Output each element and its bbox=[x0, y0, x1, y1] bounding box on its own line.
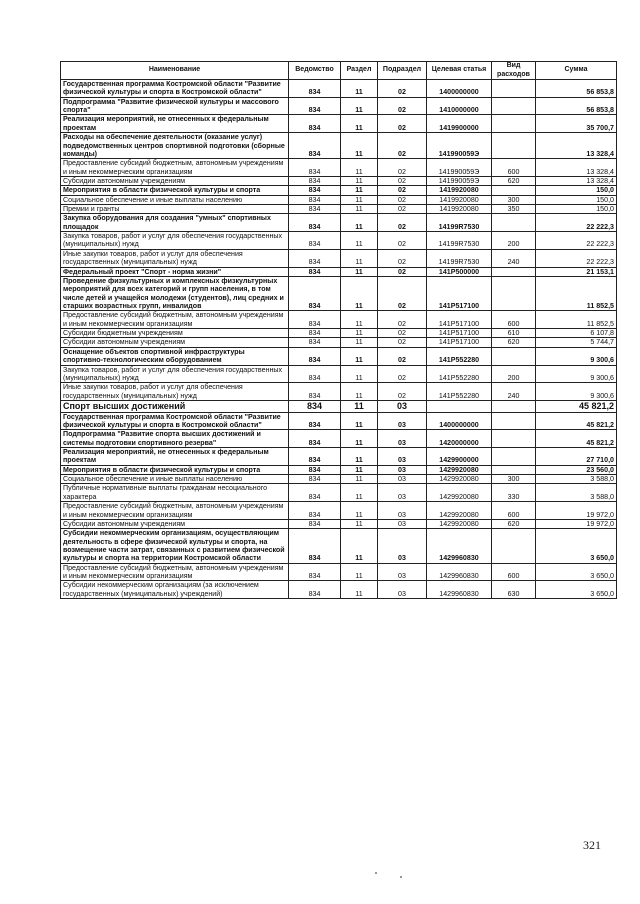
cell-razdel: 11 bbox=[341, 347, 378, 365]
cell-name: Иные закупки товаров, работ и услуг для обеспечения государственных (муниципальных) нужд bbox=[61, 383, 289, 401]
cell-vedomstvo: 834 bbox=[289, 195, 341, 204]
table-row bbox=[61, 475, 617, 484]
cell-razdel: 11 bbox=[341, 329, 378, 338]
cell-name: Социальное обеспечение и иные выплаты населению bbox=[61, 475, 289, 484]
cell-name: Закупка товаров, работ и услуг для обеспечения государственных (муниципальных) нужд bbox=[61, 365, 289, 383]
cell-razdel: 11 bbox=[341, 80, 378, 98]
scan-speck bbox=[400, 876, 402, 878]
table-row bbox=[61, 400, 617, 412]
cell-podrazdel: 02 bbox=[378, 383, 427, 401]
table-row bbox=[61, 311, 617, 329]
cell-vid: 200 bbox=[492, 365, 536, 383]
cell-vid bbox=[492, 276, 536, 310]
cell-target: 1429960830 bbox=[427, 563, 492, 581]
cell-vid: 300 bbox=[492, 475, 536, 484]
cell-vedomstvo: 834 bbox=[289, 329, 341, 338]
cell-name: Закупка оборудования для создания "умных" спортивных площадок bbox=[61, 214, 289, 232]
table-row bbox=[61, 412, 617, 430]
cell-podrazdel: 02 bbox=[378, 186, 427, 195]
cell-name: Государственная программа Костромской области "Развитие физической культуры и спорта в Костромской области" bbox=[61, 80, 289, 98]
cell-sum: 150,0 bbox=[536, 205, 617, 214]
cell-sum: 3 650,0 bbox=[536, 529, 617, 563]
table-row bbox=[61, 115, 617, 133]
cell-razdel: 11 bbox=[341, 563, 378, 581]
header-razdel: Раздел bbox=[341, 62, 378, 80]
cell-vid: 200 bbox=[492, 232, 536, 250]
cell-sum: 22 222,3 bbox=[536, 249, 617, 267]
cell-vedomstvo: 834 bbox=[289, 519, 341, 528]
cell-podrazdel: 03 bbox=[378, 519, 427, 528]
cell-target: 14199R7530 bbox=[427, 214, 492, 232]
cell-vedomstvo: 834 bbox=[289, 115, 341, 133]
cell-vid bbox=[492, 97, 536, 115]
cell-vid bbox=[492, 400, 536, 412]
cell-vedomstvo: 834 bbox=[289, 400, 341, 412]
cell-razdel: 11 bbox=[341, 412, 378, 430]
cell-podrazdel: 02 bbox=[378, 115, 427, 133]
header-sum: Сумма bbox=[536, 62, 617, 80]
cell-sum: 9 300,6 bbox=[536, 365, 617, 383]
cell-sum: 56 853,8 bbox=[536, 80, 617, 98]
table-row bbox=[61, 267, 617, 276]
cell-razdel: 11 bbox=[341, 430, 378, 448]
header-podrazdel: Подраздел bbox=[378, 62, 427, 80]
cell-sum: 21 153,1 bbox=[536, 267, 617, 276]
cell-vedomstvo: 834 bbox=[289, 338, 341, 347]
cell-sum: 11 852,5 bbox=[536, 276, 617, 310]
cell-target: 14199R7530 bbox=[427, 232, 492, 250]
cell-podrazdel: 02 bbox=[378, 133, 427, 159]
cell-sum: 45 821,2 bbox=[536, 400, 617, 412]
cell-name: Закупка товаров, работ и услуг для обеспечения государственных (муниципальных) нужд bbox=[61, 232, 289, 250]
cell-podrazdel: 03 bbox=[378, 400, 427, 412]
cell-vedomstvo: 834 bbox=[289, 232, 341, 250]
table-row bbox=[61, 176, 617, 185]
cell-podrazdel: 03 bbox=[378, 412, 427, 430]
cell-sum: 45 821,2 bbox=[536, 412, 617, 430]
cell-vid: 350 bbox=[492, 205, 536, 214]
cell-sum: 22 222,3 bbox=[536, 232, 617, 250]
cell-podrazdel: 02 bbox=[378, 347, 427, 365]
cell-target: 1419900000 bbox=[427, 115, 492, 133]
table-row bbox=[61, 519, 617, 528]
table-row bbox=[61, 338, 617, 347]
table-row bbox=[61, 447, 617, 465]
scan-speck bbox=[375, 872, 377, 874]
cell-vedomstvo: 834 bbox=[289, 529, 341, 563]
cell-vedomstvo: 834 bbox=[289, 80, 341, 98]
cell-razdel: 11 bbox=[341, 581, 378, 599]
cell-podrazdel: 03 bbox=[378, 484, 427, 502]
cell-podrazdel: 02 bbox=[378, 267, 427, 276]
cell-sum: 3 650,0 bbox=[536, 563, 617, 581]
cell-target: 1400000000 bbox=[427, 412, 492, 430]
cell-vedomstvo: 834 bbox=[289, 502, 341, 520]
cell-razdel: 11 bbox=[341, 447, 378, 465]
table-row bbox=[61, 232, 617, 250]
cell-vedomstvo: 834 bbox=[289, 205, 341, 214]
cell-vid bbox=[492, 115, 536, 133]
cell-vedomstvo: 834 bbox=[289, 97, 341, 115]
cell-name: Мероприятия в области физической культуры и спорта bbox=[61, 465, 289, 474]
cell-vedomstvo: 834 bbox=[289, 311, 341, 329]
cell-vid bbox=[492, 80, 536, 98]
cell-vid: 240 bbox=[492, 383, 536, 401]
cell-vid bbox=[492, 430, 536, 448]
cell-sum: 6 107,8 bbox=[536, 329, 617, 338]
cell-name: Субсидии автономным учреждениям bbox=[61, 176, 289, 185]
table-row bbox=[61, 484, 617, 502]
cell-vedomstvo: 834 bbox=[289, 484, 341, 502]
cell-vid: 620 bbox=[492, 338, 536, 347]
cell-target: 1400000000 bbox=[427, 80, 492, 98]
cell-name: Подпрограмма "Развитие спорта высших достижений и системы подготовки спортивного резерва" bbox=[61, 430, 289, 448]
page-number: 321 bbox=[583, 838, 601, 852]
cell-razdel: 11 bbox=[341, 465, 378, 474]
cell-vid: 300 bbox=[492, 195, 536, 204]
cell-podrazdel: 02 bbox=[378, 232, 427, 250]
cell-vid: 610 bbox=[492, 329, 536, 338]
cell-razdel: 11 bbox=[341, 115, 378, 133]
cell-vedomstvo: 834 bbox=[289, 276, 341, 310]
cell-target: 1429920080 bbox=[427, 519, 492, 528]
table-body bbox=[61, 80, 617, 599]
cell-target: 141P552280 bbox=[427, 365, 492, 383]
cell-sum: 45 821,2 bbox=[536, 430, 617, 448]
table-row bbox=[61, 214, 617, 232]
cell-target: 1429960830 bbox=[427, 581, 492, 599]
cell-podrazdel: 02 bbox=[378, 195, 427, 204]
table-row bbox=[61, 529, 617, 563]
cell-sum: 13 328,4 bbox=[536, 133, 617, 159]
table-row bbox=[61, 465, 617, 474]
cell-razdel: 11 bbox=[341, 232, 378, 250]
cell-target: 141P500000 bbox=[427, 267, 492, 276]
cell-vedomstvo: 834 bbox=[289, 475, 341, 484]
cell-vedomstvo: 834 bbox=[289, 347, 341, 365]
table-row bbox=[61, 581, 617, 599]
cell-podrazdel: 02 bbox=[378, 80, 427, 98]
cell-razdel: 11 bbox=[341, 205, 378, 214]
cell-target: 1419920080 bbox=[427, 205, 492, 214]
cell-sum: 5 744,7 bbox=[536, 338, 617, 347]
cell-target: 1429960830 bbox=[427, 529, 492, 563]
table-row bbox=[61, 97, 617, 115]
table-row bbox=[61, 249, 617, 267]
cell-vedomstvo: 834 bbox=[289, 176, 341, 185]
cell-podrazdel: 02 bbox=[378, 176, 427, 185]
cell-podrazdel: 02 bbox=[378, 276, 427, 310]
cell-vid: 600 bbox=[492, 502, 536, 520]
cell-vedomstvo: 834 bbox=[289, 159, 341, 177]
cell-razdel: 11 bbox=[341, 267, 378, 276]
cell-vid bbox=[492, 412, 536, 430]
cell-sum: 3 588,0 bbox=[536, 484, 617, 502]
cell-name: Оснащение объектов спортивной инфраструктуры спортивно-технологическим оборудованием bbox=[61, 347, 289, 365]
cell-razdel: 11 bbox=[341, 249, 378, 267]
cell-name: Реализация мероприятий, не отнесенных к федеральным проектам bbox=[61, 447, 289, 465]
cell-vid: 630 bbox=[492, 581, 536, 599]
cell-razdel: 11 bbox=[341, 311, 378, 329]
cell-vedomstvo: 834 bbox=[289, 412, 341, 430]
table-row bbox=[61, 347, 617, 365]
cell-vedomstvo: 834 bbox=[289, 465, 341, 474]
cell-target: 1410000000 bbox=[427, 97, 492, 115]
cell-sum: 9 300,6 bbox=[536, 383, 617, 401]
cell-target: 141P517100 bbox=[427, 311, 492, 329]
cell-sum: 3 588,0 bbox=[536, 475, 617, 484]
cell-target: 141P552280 bbox=[427, 347, 492, 365]
cell-vid: 600 bbox=[492, 159, 536, 177]
cell-vid bbox=[492, 267, 536, 276]
cell-name: Субсидии автономным учреждениям bbox=[61, 338, 289, 347]
cell-razdel: 11 bbox=[341, 97, 378, 115]
cell-name: Публичные нормативные выплаты гражданам несоциального характера bbox=[61, 484, 289, 502]
cell-podrazdel: 03 bbox=[378, 430, 427, 448]
cell-razdel: 11 bbox=[341, 195, 378, 204]
cell-razdel: 11 bbox=[341, 383, 378, 401]
cell-podrazdel: 02 bbox=[378, 249, 427, 267]
cell-sum: 22 222,3 bbox=[536, 214, 617, 232]
cell-sum: 19 972,0 bbox=[536, 519, 617, 528]
cell-podrazdel: 02 bbox=[378, 338, 427, 347]
cell-target bbox=[427, 400, 492, 412]
cell-sum: 9 300,6 bbox=[536, 347, 617, 365]
cell-sum: 19 972,0 bbox=[536, 502, 617, 520]
cell-vedomstvo: 834 bbox=[289, 249, 341, 267]
cell-razdel: 11 bbox=[341, 400, 378, 412]
cell-razdel: 11 bbox=[341, 214, 378, 232]
cell-target: 141P552280 bbox=[427, 383, 492, 401]
cell-vedomstvo: 834 bbox=[289, 430, 341, 448]
cell-name: Предоставление субсидий бюджетным, автономным учреждениям и иным некоммерческим организациям bbox=[61, 502, 289, 520]
cell-sum: 35 700,7 bbox=[536, 115, 617, 133]
cell-vid bbox=[492, 186, 536, 195]
cell-razdel: 11 bbox=[341, 484, 378, 502]
cell-name: Субсидии некоммерческим организациям (за исключением государственных (муниципальных) учреждений) bbox=[61, 581, 289, 599]
cell-sum: 13 328,4 bbox=[536, 176, 617, 185]
header-vedomstvo: Ведомство bbox=[289, 62, 341, 80]
cell-sum: 27 710,0 bbox=[536, 447, 617, 465]
cell-sum: 150,0 bbox=[536, 195, 617, 204]
table-row bbox=[61, 186, 617, 195]
table-row bbox=[61, 563, 617, 581]
cell-razdel: 11 bbox=[341, 475, 378, 484]
cell-name: Предоставление субсидий бюджетным, автономным учреждениям и иным некоммерческим организациям bbox=[61, 563, 289, 581]
cell-name: Подпрограмма "Развитие физической культуры и массового спорта" bbox=[61, 97, 289, 115]
header-name: Наименование bbox=[61, 62, 289, 80]
document-page bbox=[60, 61, 616, 599]
cell-podrazdel: 03 bbox=[378, 581, 427, 599]
cell-target: 1420000000 bbox=[427, 430, 492, 448]
header-target: Целевая статья bbox=[427, 62, 492, 80]
cell-podrazdel: 02 bbox=[378, 214, 427, 232]
table-row bbox=[61, 159, 617, 177]
cell-name: Реализация мероприятий, не отнесенных к федеральным проектам bbox=[61, 115, 289, 133]
header-vid: Вид расходов bbox=[492, 62, 536, 80]
cell-name: Премии и гранты bbox=[61, 205, 289, 214]
cell-razdel: 11 bbox=[341, 186, 378, 195]
table-row bbox=[61, 365, 617, 383]
cell-vid bbox=[492, 529, 536, 563]
cell-vid bbox=[492, 214, 536, 232]
cell-razdel: 11 bbox=[341, 133, 378, 159]
cell-name: Спорт высших достижений bbox=[61, 400, 289, 412]
cell-vedomstvo: 834 bbox=[289, 267, 341, 276]
cell-razdel: 11 bbox=[341, 276, 378, 310]
table-row bbox=[61, 329, 617, 338]
table-header-row bbox=[61, 62, 617, 80]
cell-razdel: 11 bbox=[341, 519, 378, 528]
cell-name: Предоставление субсидий бюджетным, автономным учреждениям и иным некоммерческим организациям bbox=[61, 159, 289, 177]
cell-razdel: 11 bbox=[341, 365, 378, 383]
cell-target: 141990059Э bbox=[427, 176, 492, 185]
cell-podrazdel: 02 bbox=[378, 329, 427, 338]
cell-target: 1429920080 bbox=[427, 475, 492, 484]
cell-razdel: 11 bbox=[341, 159, 378, 177]
table-row bbox=[61, 502, 617, 520]
cell-target: 1429920080 bbox=[427, 502, 492, 520]
cell-vedomstvo: 834 bbox=[289, 365, 341, 383]
table-row bbox=[61, 430, 617, 448]
table-row bbox=[61, 383, 617, 401]
cell-name: Государственная программа Костромской области "Развитие физической культуры и спорта в Костромской области" bbox=[61, 412, 289, 430]
cell-podrazdel: 03 bbox=[378, 465, 427, 474]
cell-vid: 240 bbox=[492, 249, 536, 267]
cell-podrazdel: 03 bbox=[378, 563, 427, 581]
cell-target: 141P517100 bbox=[427, 276, 492, 310]
cell-target: 141990059Э bbox=[427, 133, 492, 159]
table-row bbox=[61, 205, 617, 214]
cell-vid: 600 bbox=[492, 563, 536, 581]
table-row bbox=[61, 276, 617, 310]
cell-name: Субсидии бюджетным учреждениям bbox=[61, 329, 289, 338]
cell-name: Иные закупки товаров, работ и услуг для обеспечения государственных (муниципальных) нужд bbox=[61, 249, 289, 267]
cell-vid bbox=[492, 465, 536, 474]
cell-sum: 3 650,0 bbox=[536, 581, 617, 599]
cell-razdel: 11 bbox=[341, 176, 378, 185]
cell-vid: 600 bbox=[492, 311, 536, 329]
cell-podrazdel: 03 bbox=[378, 475, 427, 484]
cell-name: Расходы на обеспечение деятельности (оказание услуг) подведомственных центров спортивной подготовки (сборные команды) bbox=[61, 133, 289, 159]
cell-sum: 150,0 bbox=[536, 186, 617, 195]
cell-razdel: 11 bbox=[341, 529, 378, 563]
cell-target: 141P517100 bbox=[427, 338, 492, 347]
cell-target: 141P517100 bbox=[427, 329, 492, 338]
cell-name: Проведение физкультурных и комплексных физкультурных мероприятий для всех категорий и групп населения, в том числе детей и учащейся молодежи (студентов), лиц средних и старших возрастных групп, инвалидов bbox=[61, 276, 289, 310]
cell-podrazdel: 03 bbox=[378, 529, 427, 563]
cell-name: Субсидии некоммерческим организациям, осуществляющим деятельность в сфере физической культуры и спорта, на возмещение части затрат, связанных с развитием физической культуры и спорта на территории Костромской области bbox=[61, 529, 289, 563]
cell-vid bbox=[492, 347, 536, 365]
cell-razdel: 11 bbox=[341, 502, 378, 520]
cell-target: 1419920080 bbox=[427, 195, 492, 204]
cell-vid: 620 bbox=[492, 519, 536, 528]
cell-target: 14199R7530 bbox=[427, 249, 492, 267]
cell-vid: 620 bbox=[492, 176, 536, 185]
table-row bbox=[61, 195, 617, 204]
cell-razdel: 11 bbox=[341, 338, 378, 347]
cell-sum: 13 328,4 bbox=[536, 159, 617, 177]
cell-vid bbox=[492, 447, 536, 465]
cell-podrazdel: 02 bbox=[378, 311, 427, 329]
cell-podrazdel: 02 bbox=[378, 205, 427, 214]
cell-sum: 56 853,8 bbox=[536, 97, 617, 115]
cell-name: Субсидии автономным учреждениям bbox=[61, 519, 289, 528]
cell-target: 141990059Э bbox=[427, 159, 492, 177]
cell-vedomstvo: 834 bbox=[289, 383, 341, 401]
cell-sum: 23 560,0 bbox=[536, 465, 617, 474]
cell-target: 1429920080 bbox=[427, 465, 492, 474]
cell-name: Мероприятия в области физической культуры и спорта bbox=[61, 186, 289, 195]
cell-vid bbox=[492, 133, 536, 159]
cell-name: Федеральный проект "Спорт - норма жизни" bbox=[61, 267, 289, 276]
budget-table bbox=[60, 61, 617, 599]
cell-target: 1429920080 bbox=[427, 484, 492, 502]
cell-vedomstvo: 834 bbox=[289, 186, 341, 195]
cell-sum: 11 852,5 bbox=[536, 311, 617, 329]
cell-vedomstvo: 834 bbox=[289, 133, 341, 159]
cell-vedomstvo: 834 bbox=[289, 447, 341, 465]
cell-vedomstvo: 834 bbox=[289, 563, 341, 581]
cell-vedomstvo: 834 bbox=[289, 214, 341, 232]
cell-podrazdel: 03 bbox=[378, 502, 427, 520]
cell-target: 1419920080 bbox=[427, 186, 492, 195]
cell-podrazdel: 02 bbox=[378, 97, 427, 115]
cell-podrazdel: 02 bbox=[378, 365, 427, 383]
cell-vedomstvo: 834 bbox=[289, 581, 341, 599]
table-row bbox=[61, 80, 617, 98]
table-row bbox=[61, 133, 617, 159]
cell-podrazdel: 03 bbox=[378, 447, 427, 465]
cell-name: Предоставление субсидий бюджетным, автономным учреждениям и иным некоммерческим организациям bbox=[61, 311, 289, 329]
cell-podrazdel: 02 bbox=[378, 159, 427, 177]
cell-vid: 330 bbox=[492, 484, 536, 502]
cell-target: 1429900000 bbox=[427, 447, 492, 465]
cell-name: Социальное обеспечение и иные выплаты населению bbox=[61, 195, 289, 204]
